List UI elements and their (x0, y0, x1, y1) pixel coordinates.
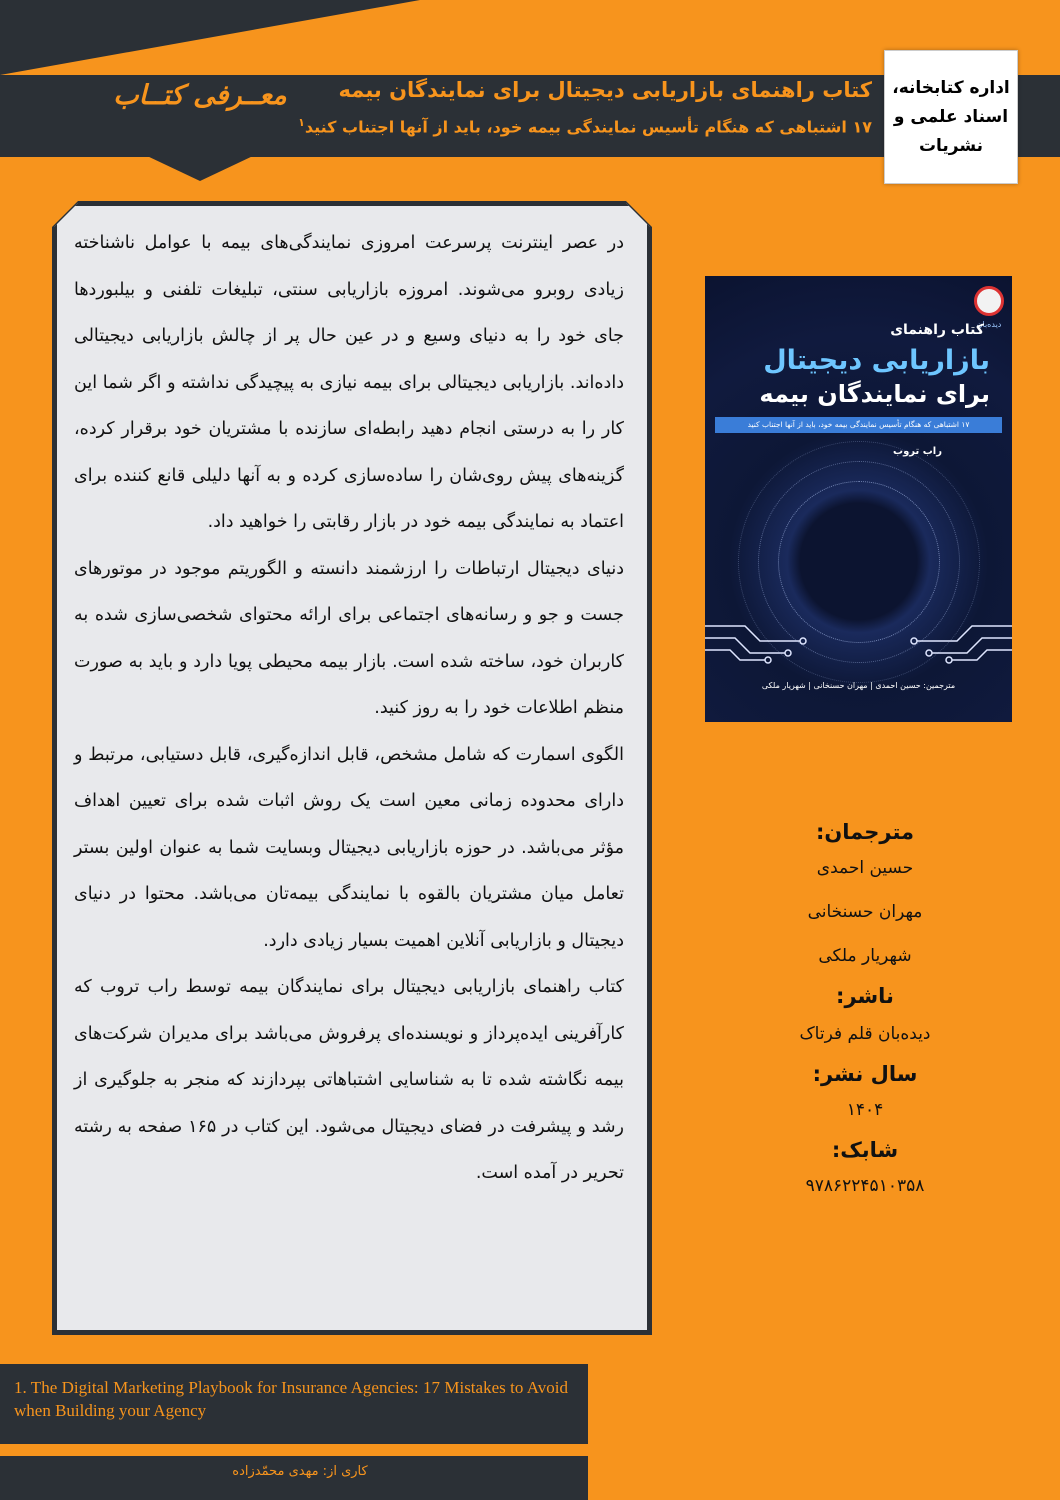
credit-text: کاری از: مهدی محمّدزاده (232, 1464, 368, 1479)
circuit-lines-icon (705, 606, 1012, 676)
body-paragraph-4: کتاب راهنمای بازاریابی دیجیتال برای نمایندگان بیمه توسط راب تروب که کارآفرینی ایده‌پرداز و نویسنده‌ای پرفروش می‌باشد برای مدیران شرکت‌های بیمه نگاشته شده تا به شناسایی اشتباهاتی بپردازند که منجر به جلوگیری از رشد و پیشرفت در فضای دیجیتال می‌شود. این کتاب در ۱۶۵ صفحه به رشته تحریر در آمده است. (74, 977, 625, 1183)
footnote-text: 1. The Digital Marketing Playbook for Insurance Agencies: 17 Mistakes to Avoid when Building your Agency (14, 1378, 568, 1420)
isbn-value: ۹۷۸۶۲۲۴۵۱۰۳۵۸ (805, 1176, 925, 1196)
body-paragraph-1: در عصر اینترنت پرسرعت امروزی نمایندگی‌های بیمه با عوامل ناشناخته زیادی روبرو می‌شوند. امروزه بازاریابی سنتی، تبلیغات تلفنی و بیلبوردها جای خود را به دنیای وسیع و در عین حال پر از چالش بازاریابی دیجیتالی داده‌اند. بازاریابی دیجیتالی برای بیمه نیازی به پیچیدگی نداشته و اگر شما این کار را به درستی انجام دهید رابطه‌ای سازنده با مشتریان خود برقرار کرده، گزینه‌های پیش روی‌شان را ساده‌سازی کرده و به آنها دلیلی قانع کننده برای اعتماد به نمایندگی بیمه خود در بازار رقابتی را خواهید داد. (74, 233, 624, 532)
body-paragraph-2: دنیای دیجیتال ارتباطات را ارزشمند دانسته و الگوریتم موجود در موتورهای جست و جو و رسانه‌های اجتماعی برای ارائه محتوای شخصی‌سازی شده به کاربران خود، ساخته شده است. بازار بیمه محیطی پویا دارد و باید به صورت منظم اطلاعات خود را به روز کنید. (74, 558, 624, 718)
header-arrow-decoration (145, 155, 255, 181)
footnote-mark: ۱ (298, 116, 305, 129)
top-corner-decoration (0, 0, 420, 75)
book-cover-image (705, 276, 1012, 722)
publisher-logo-icon (974, 286, 1004, 316)
book-title: کتاب راهنمای بازاریابی دیجیتال برای نمایندگان بیمه (338, 78, 872, 102)
body-paragraph-3: الگوی اسمارت که شامل مشخص، قابل اندازه‌گیری، قابل دستیابی، مرتبط و دارای محدوده زمانی معین است یک روش اثبات شده برای تعیین اهداف مؤثر می‌باشد. در حوزه بازاریابی دیجیتال وبسایت شما به عنوان اولین بستر تعامل میان مشتریان بالقوه با نمایندگی بیمه‌تان می‌باشد. محتوا در دنیای دیجیتال و بازاریابی آنلاین اهمیت بسیار زیادی دارد. (74, 744, 624, 951)
isbn-label: شابک: (831, 1138, 899, 1162)
cover-title-small: کتاب راهنمای (890, 322, 984, 338)
cover-translators: مترجمین: حسین احمدی | مهران حسنخانی | شهریار ملکی (761, 681, 956, 690)
year-value: ۱۴۰۴ (846, 1100, 884, 1120)
translator-1: حسین احمدی (816, 858, 914, 878)
cover-publisher: دیده‌بان (976, 320, 1002, 329)
publisher-label: ناشر: (836, 984, 894, 1008)
year-label: سال نشر: (812, 1062, 918, 1086)
translator-2: مهران حسنخانی (807, 902, 923, 922)
body-text (74, 220, 624, 1197)
publisher-value: دیده‌بان قلم فرتاک (799, 1024, 931, 1044)
book-subtitle (252, 116, 872, 136)
translator-3: شهریار ملکی (818, 946, 912, 966)
department-line-1: اداره کتابخانه، (892, 77, 1010, 98)
cover-author: راب تروب (893, 446, 942, 457)
department-line-2: اسناد علمی و (893, 106, 1009, 127)
department-box (884, 50, 1018, 184)
cover-title-big: بازاریابی دیجیتال (763, 345, 990, 376)
cover-title-big2: برای نمایندگان بیمه (759, 380, 990, 408)
cover-subtitle-strip: ۱۷ اشتباهی که هنگام تأسیس نمایندگی بیمه خود، باید از آنها اجتناب کنید (715, 417, 1002, 433)
section-label: معــرفی کتــاب (113, 80, 287, 111)
book-info (760, 820, 970, 1196)
subtitle-text: ۱۷ اشتباهی که هنگام تأسیس نمایندگی بیمه خود، باید از آنها اجتناب کنید (304, 117, 872, 137)
translators-label: مترجمان: (815, 820, 915, 844)
department-line-3: نشریات (918, 135, 984, 156)
